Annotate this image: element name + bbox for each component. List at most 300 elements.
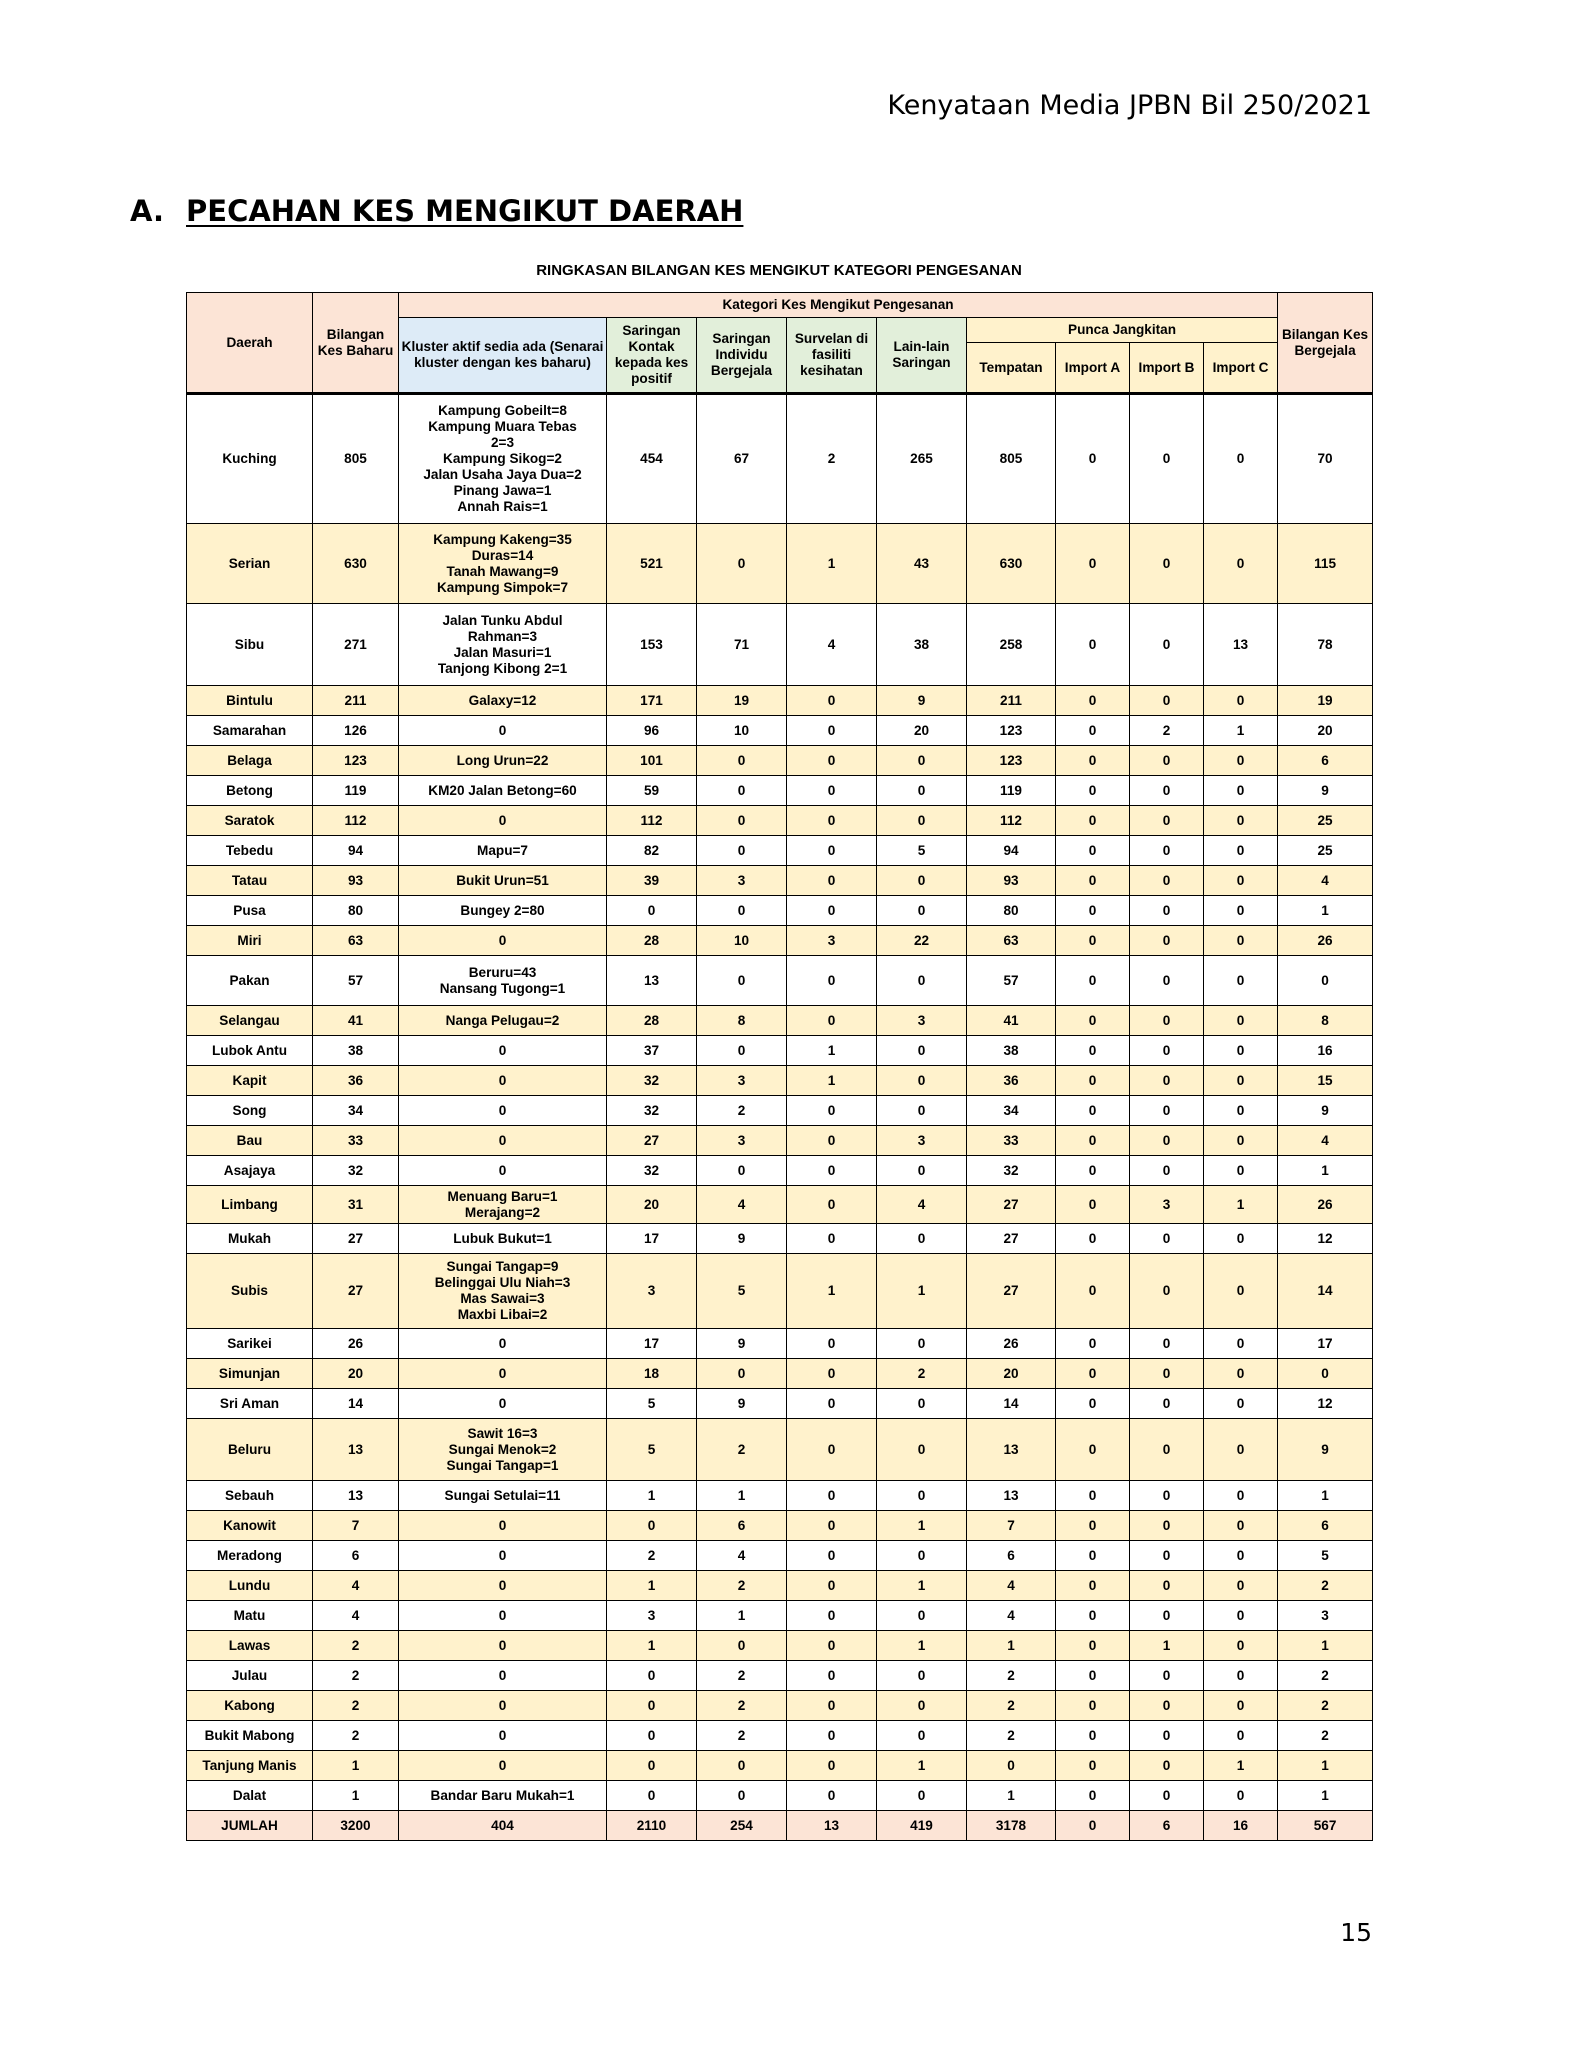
import-b-cell: 0 [1130,1781,1204,1811]
import-a-cell: 0 [1056,394,1130,524]
import-a-cell: 0 [1056,866,1130,896]
kluster-line: Lubuk Bukut=1 [453,1230,552,1246]
kes-baharu-cell: 41 [313,1006,399,1036]
tempatan-cell: 805 [967,394,1056,524]
saringan-kontak-cell: 0 [607,1781,697,1811]
kluster-line: Sawit 16=3 [467,1425,538,1441]
kluster-line: 0 [498,1727,507,1743]
kluster-cell [399,1329,607,1359]
total-row [187,1811,1373,1841]
lain-lain-cell: 0 [877,806,967,836]
import-a-cell: 0 [1056,1811,1130,1841]
saringan-individu-cell: 3 [697,866,787,896]
table-row [187,1721,1373,1751]
saringan-individu-cell: 0 [697,1156,787,1186]
survelan-cell: 0 [787,956,877,1006]
import-b-cell: 1 [1130,1631,1204,1661]
kluster-cell [399,1156,607,1186]
header-tempatan: Tempatan [967,343,1056,394]
import-b-cell: 0 [1130,524,1204,604]
survelan-cell: 0 [787,746,877,776]
kes-bergejala-cell: 12 [1278,1389,1373,1419]
import-b-cell: 0 [1130,1691,1204,1721]
saringan-individu-cell: 5 [697,1254,787,1329]
kluster-line: Jalan Tunku Abdul [442,612,563,628]
saringan-individu-cell: 4 [697,1186,787,1224]
table-body [187,394,1373,1841]
kes-baharu-cell: 630 [313,524,399,604]
tempatan-cell: 13 [967,1481,1056,1511]
lain-lain-cell: 20 [877,716,967,746]
kes-bergejala-cell: 4 [1278,866,1373,896]
survelan-cell: 0 [787,1329,877,1359]
saringan-kontak-cell: 2110 [607,1811,697,1841]
table-row [187,746,1373,776]
import-c-cell: 0 [1204,686,1278,716]
kluster-line: Beruru=43 [468,964,537,980]
saringan-individu-cell: 254 [697,1811,787,1841]
saringan-kontak-cell: 59 [607,776,697,806]
kes-baharu-cell: 93 [313,866,399,896]
kluster-line: Sungai Tangap=9 [446,1259,559,1274]
lain-lain-cell: 0 [877,1601,967,1631]
survelan-cell: 0 [787,1126,877,1156]
saringan-kontak-cell: 0 [607,1721,697,1751]
kes-bergejala-cell: 0 [1278,956,1373,1006]
kes-bergejala-cell: 9 [1278,1096,1373,1126]
lain-lain-cell: 0 [877,1481,967,1511]
saringan-kontak-cell: 96 [607,716,697,746]
kluster-line: 0 [498,722,507,738]
lain-lain-cell: 0 [877,1691,967,1721]
import-c-cell: 0 [1204,776,1278,806]
kluster-cell [399,956,607,1006]
kluster-cell [399,1096,607,1126]
lain-lain-cell: 265 [877,394,967,524]
saringan-individu-cell: 0 [697,746,787,776]
kes-bergejala-cell: 12 [1278,1224,1373,1254]
import-c-cell: 0 [1204,1691,1278,1721]
survelan-cell: 1 [787,1254,877,1329]
import-a-cell: 0 [1056,1096,1130,1126]
saringan-kontak-cell: 0 [607,896,697,926]
saringan-kontak-cell: 17 [607,1224,697,1254]
tempatan-cell: 2 [967,1691,1056,1721]
import-b-cell: 0 [1130,746,1204,776]
saringan-kontak-cell: 13 [607,956,697,1006]
kes-baharu-cell: 2 [313,1691,399,1721]
saringan-kontak-cell: 27 [607,1126,697,1156]
import-b-cell: 0 [1130,1601,1204,1631]
kes-bergejala-cell: 9 [1278,1419,1373,1481]
daerah-cell: Beluru [187,1419,313,1481]
survelan-cell: 0 [787,1481,877,1511]
saringan-kontak-cell: 82 [607,836,697,866]
kes-baharu-cell: 211 [313,686,399,716]
kluster-line: 0 [498,1365,507,1381]
kluster-line: Duras=14 [471,547,534,563]
kluster-line: 0 [498,1042,507,1058]
kluster-cell [399,1036,607,1066]
survelan-cell: 2 [787,394,877,524]
survelan-cell: 1 [787,1066,877,1096]
daerah-cell: JUMLAH [187,1811,313,1841]
import-b-cell: 0 [1130,1066,1204,1096]
survelan-cell: 0 [787,1631,877,1661]
saringan-kontak-cell: 5 [607,1419,697,1481]
daerah-cell: Bintulu [187,686,313,716]
kluster-line: Menuang Baru=1 [447,1188,558,1204]
import-c-cell: 0 [1204,896,1278,926]
kes-baharu-cell: 32 [313,1156,399,1186]
import-c-cell: 0 [1204,1661,1278,1691]
kes-bergejala-cell: 0 [1278,1359,1373,1389]
import-c-cell: 1 [1204,1186,1278,1224]
kluster-line: Kampung Sikog=2 [443,451,562,466]
case-summary-table [186,292,1373,1841]
import-c-cell: 0 [1204,524,1278,604]
kes-bergejala-cell: 3 [1278,1601,1373,1631]
saringan-individu-cell: 4 [697,1541,787,1571]
tempatan-cell: 112 [967,806,1056,836]
table-row [187,836,1373,866]
import-b-cell: 0 [1130,866,1204,896]
kes-bergejala-cell: 2 [1278,1691,1373,1721]
kes-bergejala-cell: 6 [1278,746,1373,776]
import-b-cell: 0 [1130,956,1204,1006]
table-row [187,1036,1373,1066]
table-row [187,896,1373,926]
kluster-line: Mapu=7 [477,842,528,858]
table-row [187,1419,1373,1481]
kluster-cell [399,1631,607,1661]
saringan-individu-cell: 0 [697,1359,787,1389]
table-row [187,1631,1373,1661]
tempatan-cell: 41 [967,1006,1056,1036]
saringan-individu-cell: 0 [697,1036,787,1066]
saringan-individu-cell: 71 [697,604,787,686]
import-b-cell: 2 [1130,716,1204,746]
kluster-cell [399,1186,607,1224]
lain-lain-cell: 0 [877,1661,967,1691]
tempatan-cell: 258 [967,604,1056,686]
saringan-individu-cell: 2 [697,1721,787,1751]
import-a-cell: 0 [1056,956,1130,1006]
kluster-cell [399,1126,607,1156]
table-row [187,1254,1373,1329]
lain-lain-cell: 1 [877,1254,967,1329]
saringan-kontak-cell: 1 [607,1571,697,1601]
kes-bergejala-cell: 15 [1278,1066,1373,1096]
tempatan-cell: 26 [967,1329,1056,1359]
import-a-cell: 0 [1056,1571,1130,1601]
import-c-cell: 0 [1204,956,1278,1006]
tempatan-cell: 63 [967,926,1056,956]
table-row [187,1096,1373,1126]
lain-lain-cell: 3 [877,1126,967,1156]
import-a-cell: 0 [1056,836,1130,866]
lain-lain-cell: 0 [877,1419,967,1481]
saringan-kontak-cell: 37 [607,1036,697,1066]
saringan-individu-cell: 9 [697,1389,787,1419]
kluster-cell [399,1389,607,1419]
import-c-cell: 0 [1204,1481,1278,1511]
kluster-line: Annah Rais=1 [457,499,548,514]
survelan-cell: 0 [787,1541,877,1571]
kluster-line: Bandar Baru Mukah=1 [430,1787,575,1803]
survelan-cell: 0 [787,1224,877,1254]
saringan-kontak-cell: 454 [607,394,697,524]
kes-bergejala-cell: 25 [1278,836,1373,866]
import-b-cell: 3 [1130,1186,1204,1224]
saringan-individu-cell: 2 [697,1096,787,1126]
import-c-cell: 0 [1204,1126,1278,1156]
kluster-line: 0 [498,1395,507,1411]
import-c-cell: 0 [1204,1389,1278,1419]
header-saringan-kontak: Saringan Kontak kepada kes positif [607,318,697,394]
import-a-cell: 0 [1056,1601,1130,1631]
survelan-cell: 0 [787,866,877,896]
saringan-individu-cell: 0 [697,776,787,806]
kes-bergejala-cell: 9 [1278,776,1373,806]
saringan-kontak-cell: 28 [607,926,697,956]
kes-bergejala-cell: 1 [1278,1481,1373,1511]
import-b-cell: 0 [1130,1126,1204,1156]
import-b-cell: 0 [1130,1571,1204,1601]
kes-baharu-cell: 2 [313,1721,399,1751]
daerah-cell: Matu [187,1601,313,1631]
kluster-line: Galaxy=12 [468,692,537,708]
import-a-cell: 0 [1056,524,1130,604]
table-row [187,1661,1373,1691]
lain-lain-cell: 0 [877,776,967,806]
tempatan-cell: 119 [967,776,1056,806]
saringan-kontak-cell: 32 [607,1066,697,1096]
kluster-line: Kampung Muara Tebas [428,419,577,434]
kluster-line: 0 [498,1697,507,1713]
tempatan-cell: 6 [967,1541,1056,1571]
saringan-individu-cell: 3 [697,1126,787,1156]
tempatan-cell: 4 [967,1571,1056,1601]
import-c-cell: 0 [1204,394,1278,524]
kluster-line: Nanga Pelugau=2 [445,1012,560,1028]
kluster-line: 0 [498,1517,507,1533]
daerah-cell: Simunjan [187,1359,313,1389]
survelan-cell: 0 [787,1571,877,1601]
header-survelan: Survelan di fasiliti kesihatan [787,318,877,394]
tempatan-cell: 27 [967,1254,1056,1329]
daerah-cell: Samarahan [187,716,313,746]
kes-baharu-cell: 31 [313,1186,399,1224]
import-b-cell: 0 [1130,1721,1204,1751]
tempatan-cell: 14 [967,1389,1056,1419]
saringan-kontak-cell: 18 [607,1359,697,1389]
kes-baharu-cell: 123 [313,746,399,776]
saringan-kontak-cell: 0 [607,1751,697,1781]
kes-baharu-cell: 1 [313,1781,399,1811]
kluster-line: Sungai Tangap=1 [446,1457,559,1473]
import-c-cell: 0 [1204,1006,1278,1036]
header-bilangan-kes-bergejala: Bilangan Kes Bergejala [1278,293,1373,394]
saringan-individu-cell: 2 [697,1571,787,1601]
kes-baharu-cell: 112 [313,806,399,836]
saringan-kontak-cell: 2 [607,1541,697,1571]
table-row [187,394,1373,524]
lain-lain-cell: 1 [877,1631,967,1661]
saringan-individu-cell: 9 [697,1329,787,1359]
table-row [187,1006,1373,1036]
kes-baharu-cell: 805 [313,394,399,524]
kes-bergejala-cell: 14 [1278,1254,1373,1329]
kluster-line: Bungey 2=80 [460,902,545,918]
daerah-cell: Pakan [187,956,313,1006]
table-row [187,956,1373,1006]
import-b-cell: 0 [1130,1751,1204,1781]
kluster-cell [399,1419,607,1481]
tempatan-cell: 1 [967,1781,1056,1811]
kluster-line: Pinang Jawa=1 [453,483,552,498]
survelan-cell: 0 [787,836,877,866]
lain-lain-cell: 3 [877,1006,967,1036]
kluster-cell [399,1691,607,1721]
import-a-cell: 0 [1056,1511,1130,1541]
daerah-cell: Julau [187,1661,313,1691]
survelan-cell: 0 [787,776,877,806]
kluster-line: Sungai Setulai=11 [444,1487,561,1503]
kluster-cell [399,716,607,746]
kluster-cell [399,836,607,866]
kluster-line: 0 [498,1667,507,1683]
tempatan-cell: 2 [967,1721,1056,1751]
kes-bergejala-cell: 1 [1278,1751,1373,1781]
kluster-cell [399,1721,607,1751]
kes-baharu-cell: 7 [313,1511,399,1541]
import-b-cell: 0 [1130,394,1204,524]
import-b-cell: 0 [1130,1096,1204,1126]
table-row [187,1126,1373,1156]
import-c-cell: 0 [1204,1329,1278,1359]
kluster-line: Sungai Menok=2 [448,1441,557,1457]
tempatan-cell: 20 [967,1359,1056,1389]
kes-baharu-cell: 4 [313,1571,399,1601]
table-row [187,1601,1373,1631]
table-row [187,604,1373,686]
kes-baharu-cell: 20 [313,1359,399,1389]
lain-lain-cell: 1 [877,1511,967,1541]
table-row [187,716,1373,746]
lain-lain-cell: 9 [877,686,967,716]
kluster-line: 0 [498,1637,507,1653]
saringan-individu-cell: 19 [697,686,787,716]
kes-bergejala-cell: 70 [1278,394,1373,524]
saringan-individu-cell: 2 [697,1691,787,1721]
kes-baharu-cell: 14 [313,1389,399,1419]
survelan-cell: 0 [787,1781,877,1811]
saringan-kontak-cell: 101 [607,746,697,776]
survelan-cell: 0 [787,1601,877,1631]
import-a-cell: 0 [1056,1254,1130,1329]
import-a-cell: 0 [1056,926,1130,956]
daerah-cell: Mukah [187,1224,313,1254]
import-c-cell: 0 [1204,746,1278,776]
kes-baharu-cell: 27 [313,1224,399,1254]
daerah-cell: Dalat [187,1781,313,1811]
media-statement-reference: Kenyataan Media JPBN Bil 250/2021 [887,90,1372,121]
tempatan-cell: 93 [967,866,1056,896]
table-row [187,776,1373,806]
daerah-cell: Limbang [187,1186,313,1224]
kes-baharu-cell: 38 [313,1036,399,1066]
kluster-cell [399,746,607,776]
kes-bergejala-cell: 26 [1278,1186,1373,1224]
saringan-individu-cell: 0 [697,1781,787,1811]
kluster-line: 0 [498,1577,507,1593]
survelan-cell: 0 [787,1661,877,1691]
survelan-cell: 0 [787,1156,877,1186]
kes-bergejala-cell: 8 [1278,1006,1373,1036]
kes-baharu-cell: 2 [313,1661,399,1691]
saringan-individu-cell: 9 [697,1224,787,1254]
import-a-cell: 0 [1056,1389,1130,1419]
import-c-cell: 0 [1204,1511,1278,1541]
import-a-cell: 0 [1056,1329,1130,1359]
lain-lain-cell: 0 [877,1224,967,1254]
daerah-cell: Saratok [187,806,313,836]
tempatan-cell: 2 [967,1661,1056,1691]
daerah-cell: Tanjung Manis [187,1751,313,1781]
import-a-cell: 0 [1056,1006,1130,1036]
import-a-cell: 0 [1056,1156,1130,1186]
import-b-cell: 0 [1130,1156,1204,1186]
survelan-cell: 0 [787,1096,877,1126]
import-a-cell: 0 [1056,686,1130,716]
kes-bergejala-cell: 2 [1278,1721,1373,1751]
import-a-cell: 0 [1056,1481,1130,1511]
lain-lain-cell: 0 [877,896,967,926]
import-a-cell: 0 [1056,716,1130,746]
saringan-individu-cell: 0 [697,896,787,926]
daerah-cell: Miri [187,926,313,956]
survelan-cell: 0 [787,896,877,926]
survelan-cell: 0 [787,1751,877,1781]
lain-lain-cell: 0 [877,1329,967,1359]
table-header [187,293,1373,394]
kluster-cell [399,524,607,604]
survelan-cell: 0 [787,686,877,716]
kes-baharu-cell: 1 [313,1751,399,1781]
kes-bergejala-cell: 5 [1278,1541,1373,1571]
table-row [187,1781,1373,1811]
tempatan-cell: 32 [967,1156,1056,1186]
import-b-cell: 0 [1130,1541,1204,1571]
table-row [187,1691,1373,1721]
kluster-cell [399,1254,607,1329]
import-b-cell: 0 [1130,604,1204,686]
table-row [187,1751,1373,1781]
import-c-cell: 0 [1204,1721,1278,1751]
kluster-line: Mas Sawai=3 [460,1291,545,1306]
kluster-line: Belinggai Ulu Niah=3 [434,1275,571,1290]
kes-bergejala-cell: 25 [1278,806,1373,836]
import-b-cell: 0 [1130,836,1204,866]
section-title: PECAHAN KES MENGIKUT DAERAH [186,194,744,228]
import-b-cell: 0 [1130,776,1204,806]
kluster-line: Nansang Tugong=1 [439,980,566,996]
kes-baharu-cell: 271 [313,604,399,686]
kes-baharu-cell: 57 [313,956,399,1006]
tempatan-cell: 38 [967,1036,1056,1066]
import-c-cell: 0 [1204,1571,1278,1601]
